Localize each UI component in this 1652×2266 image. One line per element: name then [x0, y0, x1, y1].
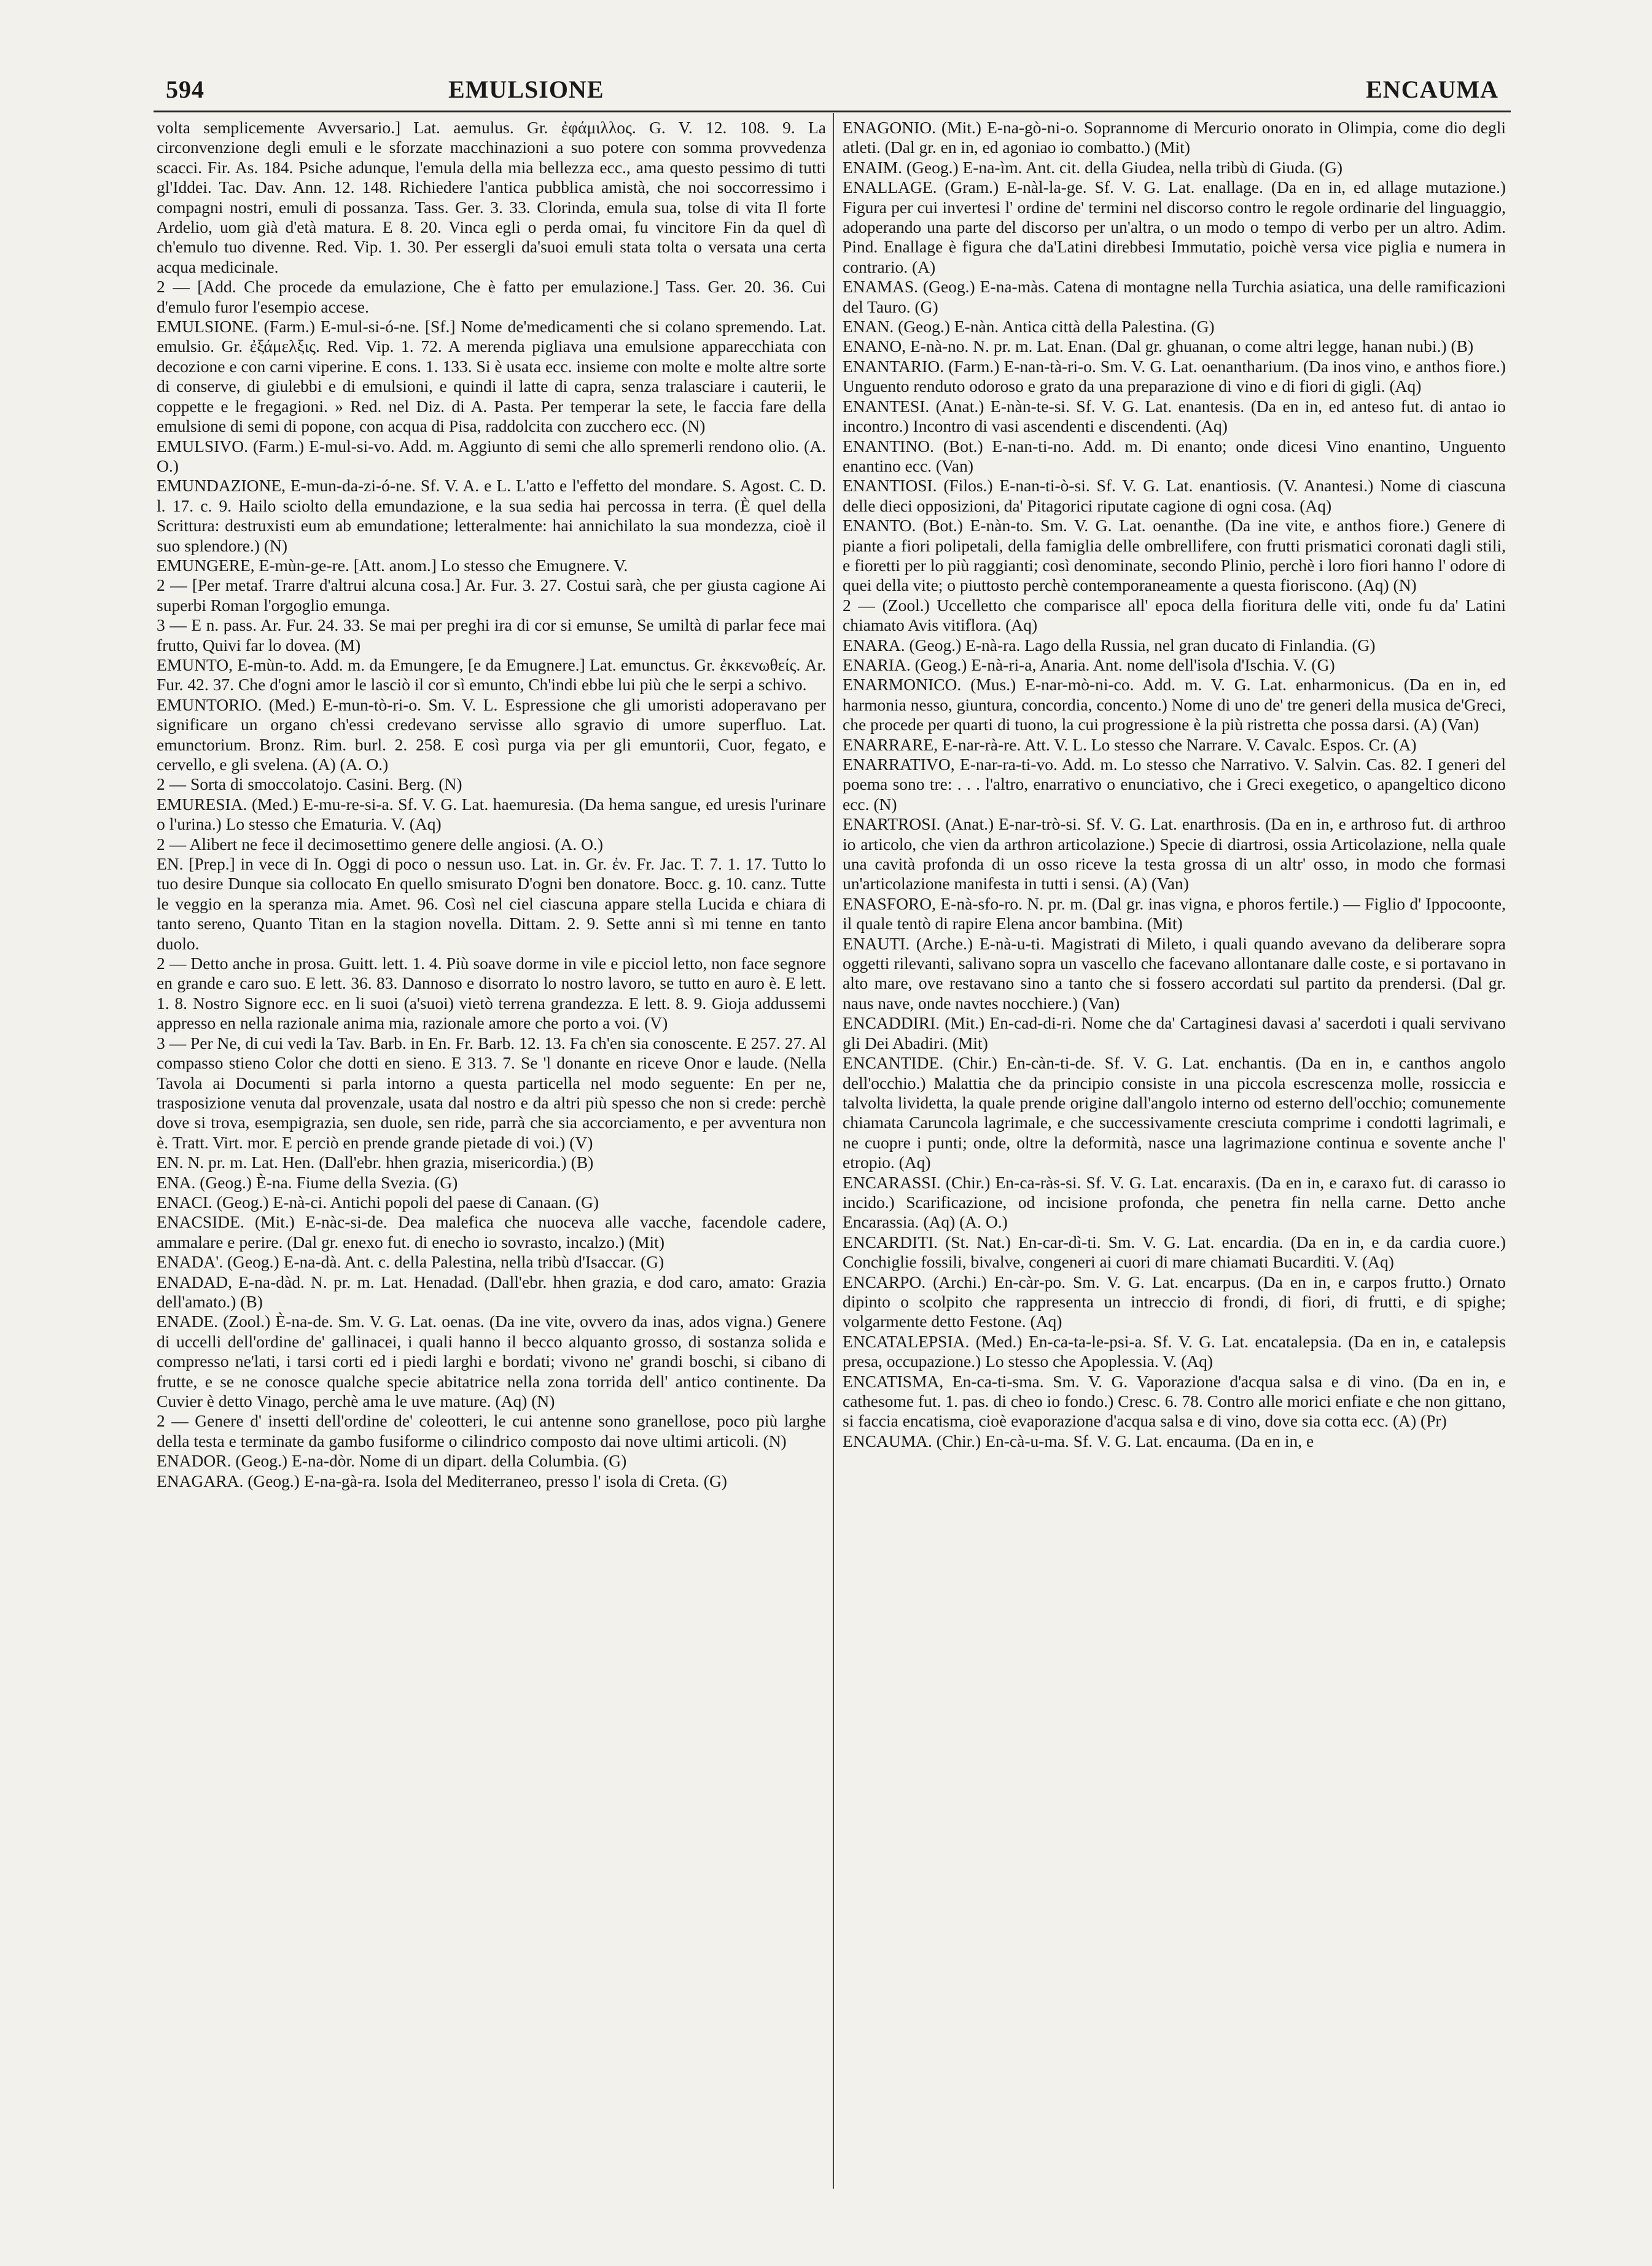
dictionary-entry: ENAMAS. (Geog.) E-na-màs. Catena di montagne nella Turchia asiatica, una delle ramificazioni del Tauro. (G) [843, 277, 1506, 316]
dictionary-entry: ENAGARA. (Geog.) E-na-gà-ra. Isola del Mediterraneo, presso l' isola di Creta. (G) [157, 1471, 727, 1490]
dictionary-entry: ENCARPO. (Archi.) En-càr-po. Sm. V. G. Lat. encarpus. (Da en in, e carpos frutto.) Ornato dipinto o scolpito che rappresenta un intreccio di frondi, di fiori, di frutti, e di spighe; volgarmente detto Festone. (Aq) [843, 1272, 1506, 1331]
page-header [166, 75, 1498, 112]
dictionary-entry: 3 — Per Ne, di cui vedi la Tav. Barb. in En. Fr. Barb. 12. 13. Fa ch'en sia conoscente. E 257. 27. Al compasso stieno Color che dotti en sieno. E 313. 7. Se 'l donante en riceve Onor e laude. (Nella Tavola ai Documenti si parla intorno a questa particella nel modo seguente: En per ne, trasposizione venuta dal provenzale, usata dal nostro e da altri più spesso che non si crede: perchè dove si trova, esempigrazia, sen duole, sen ride, parrà che sia accorciamento, e per avventura non è. Tratt. Virt. mor. E perciò en prende grande pietade di voi.) (V) [157, 1033, 826, 1152]
dictionary-entry: ENA. (Geog.) È-na. Fiume della Svezia. (G) [157, 1172, 458, 1192]
dictionary-entry: ENCATISMA, En-ca-ti-sma. Sm. V. G. Vaporazione d'acqua salsa e di vino. (Da en in, e cathesome fut. 1. pas. di cheo io fondo.) Cresc. 6. 78. Contro alle morici enfiate e che non gittano, si faccia encatisma, cioè evaporazione d'acqua salsa e di vino, dove sia cotta ecc. (A) (Pr) [843, 1371, 1506, 1431]
dictionary-entry: ENANO, E-nà-no. N. pr. m. Lat. Enan. (Dal gr. ghuanan, o come altri legge, hanan nubi.) (B) [843, 337, 1474, 356]
column-divider [833, 113, 834, 2189]
dictionary-entry: 2 — [Per metaf. Trarre d'altrui alcuna cosa.] Ar. Fur. 3. 27. Costui sarà, che per giusta cagione Ai superbi Roman l'orgoglio emunga. [157, 575, 826, 615]
page-number: 594 [166, 76, 205, 103]
right-running-head: ENCAUMA [1366, 76, 1498, 103]
dictionary-entry: ENASFORO, E-nà-sfo-ro. N. pr. m. (Dal gr. inas vigna, e phoros fertile.) — Figlio d' Ippocoonte, il quale tentò di rapire Elena ancor bambina. (Mit) [843, 894, 1506, 933]
left-running-head: EMULSIONE [448, 76, 604, 103]
dictionary-entry: ENACSIDE. (Mit.) E-nàc-si-de. Dea malefica che nuoceva alle vacche, facendole cadere, ammalare e perire. (Dal gr. enexo fut. di enecho io sovrasto, incalzo.) (Mit) [157, 1212, 826, 1252]
dictionary-entry: ENANTO. (Bot.) E-nàn-to. Sm. V. G. Lat. oenanthe. (Da ine vite, e anthos fiore.) Genere di piante a fiori polipetali, della famiglia delle ombrellifere, con frutti prismatici coronati dagli stili, e fioretti per lo più raggianti; così denominate, secondo Plinio, perchè i loro fiori hanno l' odore di quei della vite; o piuttosto perchè contemporaneamente a questa fioriscono. (Aq) (N) [843, 516, 1506, 595]
dictionary-entry: ENCATALEPSIA. (Med.) En-ca-ta-le-psi-a. Sf. V. G. Lat. encatalepsia. (Da en in, e catalepsis presa, occupazione.) Lo stesso che Apoplessia. V. (Aq) [843, 1331, 1506, 1371]
dictionary-entry: EN. N. pr. m. Lat. Hen. (Dall'ebr. hhen grazia, misericordia.) (B) [157, 1153, 594, 1172]
dictionary-entry: ENARA. (Geog.) E-nà-ra. Lago della Russia, nel gran ducato di Finlandia. (G) [843, 635, 1376, 655]
dictionary-entry: ENCARDITI. (St. Nat.) En-car-dì-ti. Sm. V. G. Lat. encardia. (Da en in, e da cardia cuore.) Conchiglie fossili, bivalve, congeneri ai cuori di mare chiamati Bucarditi. V. (Aq) [843, 1232, 1506, 1272]
dictionary-entry: EMUNGERE, E-mùn-ge-re. [Att. anom.] Lo stesso che Emugnere. V. [157, 555, 628, 575]
dictionary-entry: EMUNTO, E-mùn-to. Add. m. da Emungere, [e da Emugnere.] Lat. emunctus. Gr. ἐκκενωθείς. Ar. Fur. 42. 37. Che d'ogni amor le lasciò il cor sì emunto, Ch'indi ebbe lui più che le serpi a schivo. [157, 655, 826, 695]
dictionary-entry: 2 — Alibert ne fece il decimosettimo genere delle angiosi. (A. O.) [157, 834, 603, 854]
dictionary-entry: 2 — Genere d' insetti dell'ordine de' coleotteri, le cui antenne sono granellose, poco più larghe della testa e terminate da gambo fusiforme o cilindrico composto dai nove ultimi articoli. (N) [157, 1411, 826, 1450]
dictionary-entry: ENALLAGE. (Gram.) E-nàl-la-ge. Sf. V. G. Lat. enallage. (Da en in, ed allage mutazione.) Figura per cui invertesi l' ordine de' termini nel discorso contro le regole ordinarie del linguaggio, adoperando una parte del discorso per un'altra, o un modo o tempo di verbo per un altro. Adim. Pind. Enallage è figura che da'Latini direbbesi Immutatio, poichè versa vice piglia e numera in contrario. (A) [843, 177, 1506, 276]
dictionary-entry: ENCARASSI. (Chir.) En-ca-ràs-si. Sf. V. G. Lat. encaraxis. (Da en in, e caraxo fut. di carasso io incido.) Scarificazione, od incisione profonda, che penetra fin nella carne. Detto anche Encarassia. (Aq) (A. O.) [843, 1172, 1506, 1232]
dictionary-entry: ENCAUMA. (Chir.) En-cà-u-ma. Sf. V. G. Lat. encauma. (Da en in, e [843, 1431, 1314, 1450]
dictionary-entry: ENARRATIVO, E-nar-ra-ti-vo. Add. m. Lo stesso che Narrativo. V. Salvin. Cas. 82. I generi del poema sono tre: . . . l'altro, enarrativo o enunciativo, che i Greci exegetico, o apangeltico dicono ecc. (N) [843, 755, 1506, 814]
dictionary-entry: ENARRARE, E-nar-rà-re. Att. V. L. Lo stesso che Narrare. V. Cavalc. Espos. Cr. (A) [843, 734, 1417, 754]
header-rule [154, 111, 1511, 112]
dictionary-entry: ENARMONICO. (Mus.) E-nar-mò-ni-co. Add. m. V. G. Lat. enharmonicus. (Da en in, ed harmonia nesso, giuntura, concordia, concento.) Nome di uno de' tre generi della musica de'Greci, che procede per quarti di tuono, la cui progressione è la più ristretta che possa darsi. (A) (Van) [843, 675, 1506, 734]
dictionary-entry: 3 — E n. pass. Ar. Fur. 24. 33. Se mai per preghi ira di cor si emunse, Se umiltà di parlar fece mai frutto, Quivi far lo dovea. (M) [157, 615, 826, 655]
dictionary-entry: ENANTESI. (Anat.) E-nàn-te-si. Sf. V. G. Lat. enantesis. (Da en in, ed anteso fut. di antao io incontro.) Incontro di vasi ascendenti e discendenti. (Aq) [843, 396, 1506, 436]
dictionary-entry: EMULSIONE. (Farm.) E-mul-si-ó-ne. [Sf.] Nome de'medicamenti che si colano spremendo. Lat. emulsio. Gr. ἐξάμελξις. Red. Vip. 1. 72. A merenda pigliava una emulsione apparecchiata con decozione e con carni viperine. E cons. 1. 133. Si è usata ecc. insieme con molte e molte altre sorte di conserve, di giulebbi e di emulsioni, e quindi il latte di capra, senza tralasciare i cauterii, le coppette e le fregagioni. » Red. nel Diz. di A. Pasta. Per temperar la sete, le faccia fare della emulsione di semi di popone, con acqua di Pisa, raddolcita con zucchero ecc. (N) [157, 317, 826, 436]
dictionary-entry: ENCADDIRI. (Mit.) En-cad-di-ri. Nome che da' Cartaginesi davasi a' sacerdoti i quali servivano gli Dei Abadiri. (Mit) [843, 1013, 1506, 1053]
dictionary-entry: ENADOR. (Geog.) E-na-dòr. Nome di un dipart. della Columbia. (G) [157, 1451, 627, 1471]
dictionary-entry: EMULSIVO. (Farm.) E-mul-si-vo. Add. m. Aggiunto di semi che allo spremerli rendono olio. (A. O.) [157, 436, 826, 475]
dictionary-entry: 2 — [Add. Che procede da emulazione, Che è fatto per emulazione.] Tass. Ger. 20. 36. Cui d'emulo furor l'esempio accese. [157, 277, 826, 316]
dictionary-entry: ENACI. (Geog.) E-nà-ci. Antichi popoli del paese di Canaan. (G) [157, 1192, 599, 1212]
dictionary-entry: ENADA'. (Geog.) E-na-dà. Ant. c. della Palestina, nella tribù d'Isaccar. (G) [157, 1252, 664, 1272]
dictionary-entry: ENANTARIO. (Farm.) E-nan-tà-ri-o. Sm. V. G. Lat. oenantharium. (Da inos vino, e anthos fiore.) Unguento renduto odoroso e grato da una preparazione di vino e di fiori di gigli. (Aq) [843, 356, 1506, 396]
dictionary-entry: 2 — Sorta di smoccolatojo. Casini. Berg. (N) [157, 774, 462, 794]
dictionary-entry: ENAGONIO. (Mit.) E-na-gò-ni-o. Soprannome di Mercurio onorato in Olimpia, come dio degli atleti. (Dal gr. en in, ed agoniao io combatto.) (Mit) [843, 118, 1506, 157]
dictionary-entry: 2 — (Zool.) Uccelletto che comparisce all' epoca della fioritura delle viti, onde fu da' Latini chiamato Avis vitiflora. (Aq) [843, 595, 1506, 635]
dictionary-entry: EMURESIA. (Med.) E-mu-re-si-a. Sf. V. G. Lat. haemuresia. (Da hema sangue, ed uresis l'urinare o l'urina.) Lo stesso che Ematuria. V. (Aq) [157, 794, 826, 834]
dictionary-entry: ENANTIOSI. (Filos.) E-nan-ti-ò-si. Sf. V. G. Lat. enantiosis. (V. Anantesi.) Nome di ciascuna delle dieci opposizioni, da' Pitagorici riputate cagione di ogni cosa. (Aq) [843, 476, 1506, 515]
dictionary-entry: ENARTROSI. (Anat.) E-nar-trò-si. Sf. V. G. Lat. enarthrosis. (Da en in, e arthroso fut. di arthroo io articolo, che vien da arthron articolazione.) Specie di diartrosi, ossia Articolazione, nella quale una cavità profonda di un osso riceve la testa grossa di un altr' osso, in modo che formasi un'articolazione manifesta in tutti i sensi. (A) (Van) [843, 814, 1506, 894]
dictionary-entry: ENAN. (Geog.) E-nàn. Antica città della Palestina. (G) [843, 317, 1215, 337]
right-column [843, 118, 1506, 2218]
dictionary-entry: EMUNTORIO. (Med.) E-mun-tò-ri-o. Sm. V. L. Espressione che gli umoristi adoperavano per significare un organo ch'essi credevano servisse allo sgravio di umore superfluo. Lat. emunctorium. Bronz. Rim. burl. 2. 258. E così purga via per gli emuntorii, Cuor, fegato, e cervello, e gli svelena. (A) (A. O.) [157, 695, 826, 774]
dictionary-entry: EN. [Prep.] in vece di In. Oggi di poco o nessun uso. Lat. in. Gr. ἐν. Fr. Jac. T. 7. 1. 17. Tutto lo tuo desire Dunque sia collocato En quello smisurato D'ogni ben donatore. Bocc. g. 10. canz. Tutte le veggio en la speranza mia. Amet. 96. Così nel ciel ciascuna appare stella Lucida e chiara di tanto sereno, Quanto Titan en la stagion novella. Dittam. 2. 9. Sette anni sì mi tenne en tanto duolo. [157, 854, 826, 953]
dictionary-entry: EMUNDAZIONE, E-mun-da-zi-ó-ne. Sf. V. A. e L. L'atto e l'effetto del mondare. S. Agost. C. D. l. 17. c. 9. Hailo sciolto della emundazione, e la sua sedia hai percossa in terra. (È quel della Scrittura: destruxisti eum ab emundatione; letteralmente: hai annichilato la sua mondezza, cioè il suo splendore.) (N) [157, 476, 826, 555]
dictionary-entry: ENCANTIDE. (Chir.) En-càn-ti-de. Sf. V. G. Lat. enchantis. (Da en in, e canthos angolo dell'occhio.) Malattia che da principio consiste in una piccola escrescenza molle, rossiccia e talvolta lividetta, la quale prende origine dall'angolo interno od esterno dell'occhio; comunemente chiamata Caruncola lagrimale, e che successivamente cresciuta comprime i condotti lagrimali, e ne cuopre i punti; onde, oltre la deformità, nasce una lagrimazione continua e sovente anche l' etropio. (Aq) [843, 1053, 1506, 1172]
dictionary-entry: ENADAD, E-na-dàd. N. pr. m. Lat. Henadad. (Dall'ebr. hhen grazia, e dod caro, amato: Grazia dell'amato.) (B) [157, 1272, 826, 1311]
dictionary-entry: ENADE. (Zool.) È-na-de. Sm. V. G. Lat. oenas. (Da ine vite, ovvero da inas, ados vigna.) Genere di uccelli dell'ordine de' gallinacei, i quali hanno il becco alquanto grosso, di sostanza solida e compresso ne'lati, i tarsi corti ed i piedi larghi e bordati; vivono ne' grandi boschi, si cibano di frutte, e se ne conosce qualche specie abitatrice nella zona torrida dell' antico continente. Da Cuvier è detto Vinago, perchè ama le uve mature. (Aq) (N) [157, 1312, 826, 1411]
dictionary-entry: 2 — Detto anche in prosa. Guitt. lett. 1. 4. Più soave dorme in vile e picciol letto, non face segnore en grande e caro suo. E lett. 36. 83. Dannoso e disorrato lo nostro lavoro, se tutto en auro è. E lett. 1. 8. Nostro Signore ecc. en li suoi (a'suoi) vietò terrena grandezza. E lett. 8. 9. Gioja addussemi appresso en nella razionale anima mia, razionale amore che porto a voi. (V) [157, 954, 826, 1033]
dictionary-entry: volta semplicemente Avversario.] Lat. aemulus. Gr. ἐφάμιλλος. G. V. 12. 108. 9. La circonvenzione degli emuli e le sforzate macchinazioni a suo potere con somma provvedenza scacci. Fir. As. 184. Psiche adunque, l'emula della mia bellezza ecc., ama questo pessimo di tutti gl'Iddei. Tac. Dav. Ann. 12. 148. Richiedere l'antica pubblica amistà, che noi soccorressimo i compagni nostri, emuli di possanza. Tass. Ger. 3. 33. Clorinda, emula sua, tolse di vita Il forte Ardelio, uom già d'età matura. E 8. 20. Vinca egli o perda omai, fu vincitore Fin da quel dì ch'emulo tuo divenne. Red. Vip. 1. 30. Per essergli da'suoi emuli stata tolta o versata una certa acqua medicinale. [157, 118, 826, 276]
dictionary-entry: ENAIM. (Geog.) E-na-ìm. Ant. cit. della Giudea, nella tribù di Giuda. (G) [843, 157, 1343, 177]
left-column [157, 118, 826, 2218]
dictionary-entry: ENANTINO. (Bot.) E-nan-ti-no. Add. m. Di enanto; onde dicesi Vino enantino, Unguento enantino ecc. (Van) [843, 436, 1506, 475]
dictionary-entry: ENAUTI. (Arche.) E-nà-u-ti. Magistrati di Mileto, i quali quando avevano da deliberare sopra oggetti rilevanti, salivano sopra un vascello che facevano allontanare dalle coste, e si portavano in alto mare, ove restavano sino a tanto che si fossero accordati sul partito da prendersi. (Dal gr. naus nave, onde navtes nocchiere.) (Van) [843, 933, 1506, 1013]
dictionary-entry: ENARIA. (Geog.) E-nà-ri-a, Anaria. Ant. nome dell'isola d'Ischia. V. (G) [843, 655, 1335, 674]
